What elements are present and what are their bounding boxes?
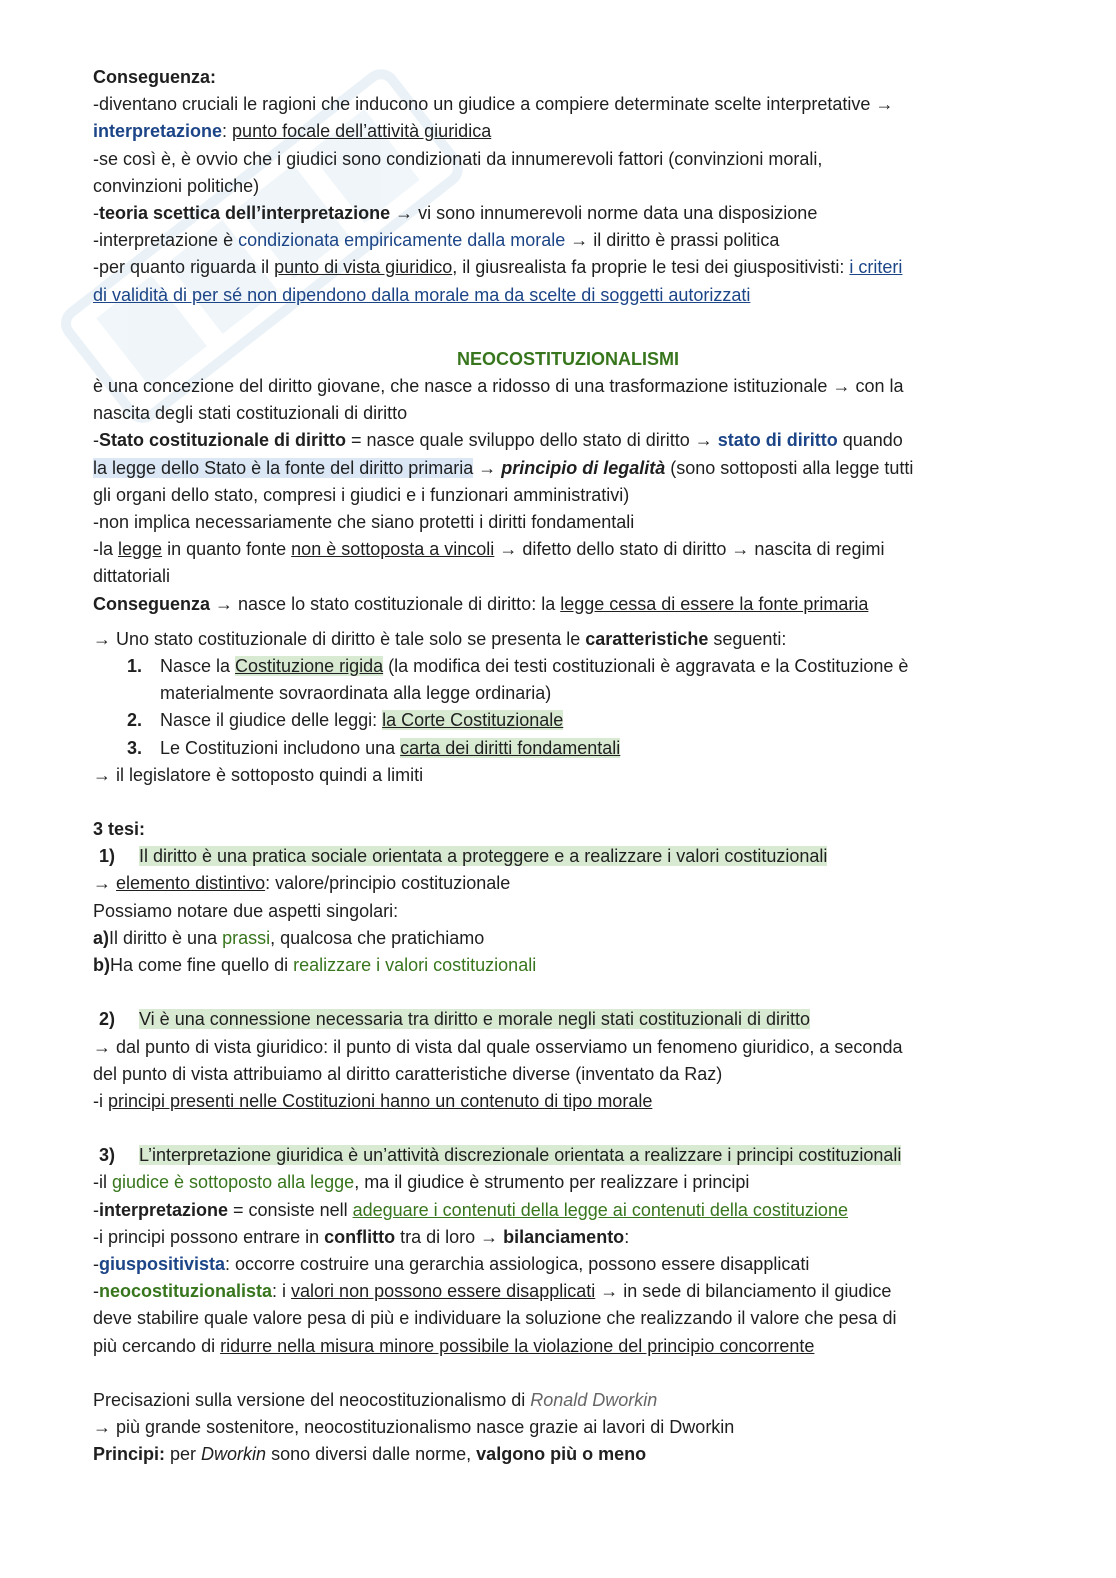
text-line: convinzioni politiche) [93, 175, 260, 196]
spacer [93, 1115, 1043, 1142]
spacer [93, 789, 1043, 816]
text-line: dittatoriali [93, 566, 171, 587]
blue-underlined-phrase: i criteri [849, 257, 903, 278]
heading-3-tesi: 3 tesi: [93, 819, 146, 840]
text-line: deve stabilire quale valore pesa di più e individuare la soluzione che realizzando il valore che pesa di [93, 1308, 897, 1329]
bold-term: interpretazione [99, 1199, 229, 1220]
author-name: Ronald Dworkin [530, 1389, 658, 1410]
bold-term: Principi: [93, 1444, 166, 1465]
text-line: Precisazioni sulla versione del neocostituzionalismo di Ronald Dworkin [93, 1389, 658, 1410]
spacer [93, 1360, 1043, 1387]
green-underlined-phrase: adeguare i contenuti della legge ai contenuti della costituzione [352, 1199, 848, 1220]
text-line: → dal punto di vista giuridico: il punto di vista dal quale osserviamo un fenomeno giuridico, a seconda [93, 1036, 903, 1057]
green-phrase: realizzare i valori costituzionali [293, 955, 537, 976]
numbered-list [93, 653, 1043, 762]
text-line: -per quanto riguarda il punto di vista giuridico, il giusrealista fa proprie le tesi dei giuspositivisti: i criteri [93, 257, 903, 278]
text-line: -se così è, è ovvio che i giudici sono condizionati da innumerevoli fattori (convinzioni morali, [93, 148, 823, 169]
text-line: -non implica necessariamente che siano protetti i diritti fondamentali [93, 512, 635, 533]
underlined-phrase: legge [118, 539, 163, 560]
text-line: → Uno stato costituzionale di diritto è tale solo se presenta le caratteristiche seguenti: [93, 628, 787, 649]
text-line: → più grande sostenitore, neocostituzionalismo nasce grazie ai lavori di Dworkin [93, 1416, 735, 1437]
thesis-1: 1) Il diritto è una pratica sociale orientata a proteggere e a realizzare i valori costituzionali [99, 846, 828, 867]
list-item: 2. Nasce il giudice delle leggi: la Corte Costituzionale [127, 710, 564, 731]
bold-term: valgono più o meno [476, 1444, 647, 1465]
text-line: più cercando di ridurre nella misura minore possibile la violazione del principio concorrente [93, 1335, 815, 1356]
term-neocostituzionalista: neocostituzionalista [99, 1281, 273, 1302]
text-line: b)Ha come fine quello di realizzare i valori costituzionali [93, 955, 537, 976]
thesis-2: 2) Vi è una connessione necessaria tra diritto e morale negli stati costituzionali di diritto [99, 1009, 811, 1030]
highlighted-phrase: L’interpretazione giuridica è un’attività discrezionale orientata a realizzare i principi costituzionali [139, 1145, 902, 1166]
text-line: del punto di vista attribuiamo al diritto caratteristiche diverse (inventato da Raz) [93, 1063, 723, 1084]
italic-term: Dworkin [201, 1444, 267, 1465]
document-page [93, 64, 1043, 1468]
text-line: interpretazione: punto focale dell’attività giuridica [93, 121, 492, 142]
green-phrase: giudice è sottoposto alla legge [112, 1172, 355, 1193]
heading-conseguenza: Conseguenza: [93, 67, 217, 87]
highlighted-phrase: la legge dello Stato è la fonte del diritto primaria [93, 457, 474, 478]
underlined-phrase: punto focale dell’attività giuridica [232, 121, 492, 142]
underlined-phrase: non è sottoposta a vincoli [291, 539, 495, 560]
text-line [93, 282, 1043, 309]
spacer [93, 979, 1043, 1006]
text-line: -interpretazione è condizionata empiricamente dalla morale → il diritto è prassi politica [93, 230, 780, 251]
thesis-3: 3) L’interpretazione giuridica è un’attività discrezionale orientata a realizzare i principi costituzionali [99, 1145, 902, 1166]
list-item-continuation: materialmente sovraordinata alla legge ordinaria) [160, 683, 552, 704]
bold-italic-term: principio di legalità [501, 457, 666, 478]
text-line: è una concezione del diritto giovane, che nasce a ridosso di una trasformazione istituzionale → con la [93, 376, 904, 397]
underlined-phrase: principi presenti nelle Costituzioni hanno un contenuto di tipo morale [108, 1090, 653, 1111]
text-line: → elemento distintivo: valore/principio costituzionale [93, 873, 511, 894]
text-line: la legge dello Stato è la fonte del diritto primaria → principio di legalità (sono sottoposti alla legge tutti [93, 457, 914, 478]
underlined-phrase: elemento distintivo [116, 873, 266, 894]
list-item: 1. Nasce la Costituzione rigida (la modifica dei testi costituzionali è aggravata e la Costituzione è [127, 656, 909, 677]
text-line: → il legislatore è sottoposto quindi a limiti [93, 764, 424, 785]
term-stato-di-diritto: stato di diritto [717, 430, 838, 451]
bold-term: teoria scettica dell’interpretazione [99, 203, 391, 224]
blue-underlined-phrase: di validità di per sé non dipendono dalla morale ma da scelte di soggetti autorizzati [93, 284, 751, 305]
spacer [93, 309, 1043, 336]
green-phrase: prassi [222, 927, 271, 948]
text-line: -la legge in quanto fonte non è sottoposta a vincoli → difetto dello stato di diritto → nascita di regimi [93, 539, 885, 560]
highlighted-phrase: la Corte Costituzionale [382, 710, 564, 731]
text-line: -il giudice è sottoposto alla legge, ma il giudice è strumento per realizzare i principi [93, 1172, 750, 1193]
bold-term: Conseguenza [93, 593, 211, 614]
highlighted-phrase: Vi è una connessione necessaria tra diritto e morale negli stati costituzionali di diritto [139, 1009, 811, 1030]
text-line: -neocostituzionalista: i valori non possono essere disapplicati → in sede di bilanciamento il giudice [93, 1281, 892, 1302]
text-line: -Stato costituzionale di diritto = nasce quale sviluppo dello stato di diritto → stato di diritto quando [93, 430, 903, 451]
text-line: -i principi presenti nelle Costituzioni hanno un contenuto di tipo morale [93, 1090, 653, 1111]
bold-term: conflitto [324, 1226, 396, 1247]
underlined-phrase: ridurre nella misura minore possibile la violazione del principio concorrente [220, 1335, 815, 1356]
text-line: -i principi possono entrare in conflitto tra di loro → bilanciamento: [93, 1226, 630, 1247]
text-line: -interpretazione = consiste nell adeguare i contenuti della legge ai contenuti della costituzione [93, 1199, 848, 1220]
underlined-phrase: legge cessa di essere la fonte primaria [560, 593, 869, 614]
highlighted-phrase: Costituzione rigida [235, 656, 384, 677]
term-giuspositivista: giuspositivista [99, 1253, 226, 1274]
underlined-phrase: punto di vista giuridico [274, 257, 453, 278]
spacer [93, 618, 1043, 626]
text-line: Possiamo notare due aspetti singolari: [93, 900, 399, 921]
text-line: a)Il diritto è una prassi, qualcosa che pratichiamo [93, 927, 485, 948]
blue-phrase: condizionata empiricamente dalla morale [238, 230, 566, 251]
text-line: nascita degli stati costituzionali di diritto [93, 403, 408, 424]
text-line: -teoria scettica dell’interpretazione → vi sono innumerevoli norme data una disposizione [93, 203, 818, 224]
highlighted-phrase: carta dei diritti fondamentali [400, 737, 621, 758]
underlined-phrase: valori non possono essere disapplicati [291, 1281, 596, 1302]
highlighted-phrase: Il diritto è una pratica sociale orientata a proteggere e a realizzare i valori costituzionali [139, 846, 828, 867]
text-line: -diventano cruciali le ragioni che inducono un giudice a compiere determinate scelte interpretative → [93, 94, 894, 115]
bold-term: Stato costituzionale di diritto [99, 430, 346, 451]
text-line: -giuspositivista: occorre costruire una gerarchia assiologica, possono essere disapplicati [93, 1253, 810, 1274]
text-line: gli organi dello stato, compresi i giudici e i funzionari amministrativi) [93, 484, 630, 505]
bold-term: caratteristiche [585, 628, 709, 649]
term-interpretazione: interpretazione [93, 121, 223, 142]
section-title: NEOCOSTITUZIONALISMI [457, 348, 679, 369]
text-line: Conseguenza → nasce lo stato costituzionale di diritto: la legge cessa di essere la fonte primaria [93, 593, 869, 614]
text-line: Principi: per Dworkin sono diversi dalle norme, valgono più o meno [93, 1444, 647, 1465]
list-item: 3. Le Costituzioni includono una carta dei diritti fondamentali [127, 737, 621, 758]
bold-term: bilanciamento [503, 1226, 625, 1247]
